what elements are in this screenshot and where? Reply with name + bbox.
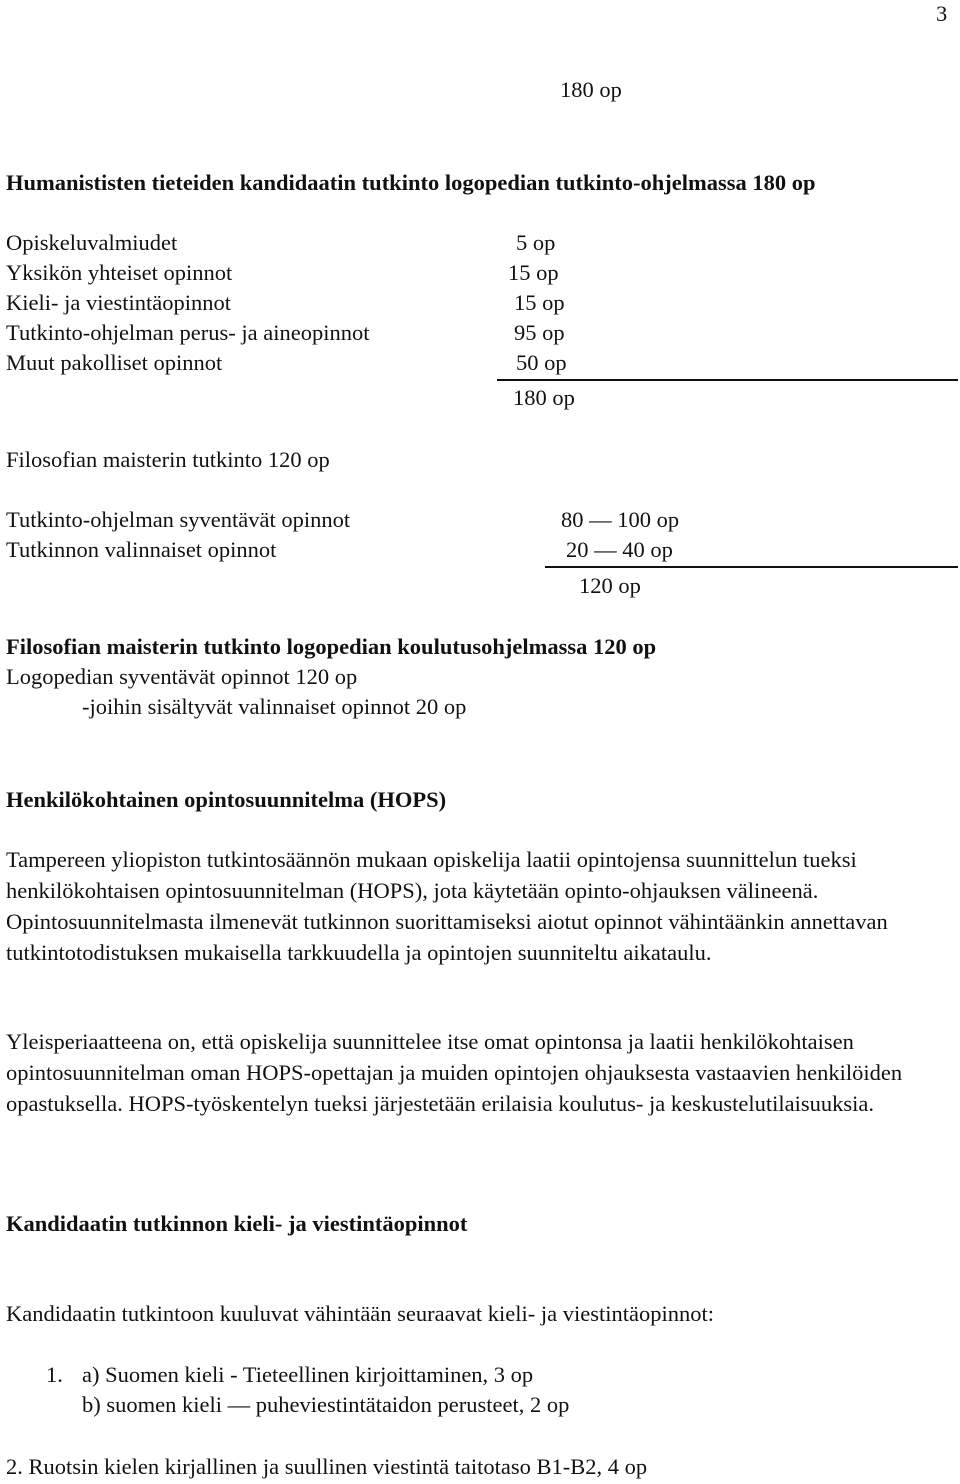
kandidaatti-row-value: 15 op: [514, 290, 565, 315]
logopedia-heading: Filosofian maisterin tutkinto logopedian koulutusohjelmassa 120 op: [6, 634, 657, 659]
maisteri-heading: Filosofian maisterin tutkinto 120 op: [6, 447, 330, 472]
kandidaatti-row-label: Yksikön yhteiset opinnot: [6, 260, 233, 285]
hops-paragraph-1: [6, 844, 936, 968]
sum-rule: [545, 566, 958, 568]
hops-paragraph-2-text: Yleisperiaatteena on, että opiskelija suunnittelee itse omat opintonsa ja laatii henkilökohtaisen opintosuunnitelman oman HOPS-opettajan ja muiden opintojen ohjauksesta vastaavien henkilöiden opastuksella. HOPS-työskentelyn tueksi järjestetään erilaisia koulutus- ja keskustelutilaisuuksia.: [6, 1029, 903, 1116]
kandidaatti-row-value: 5 op: [516, 230, 556, 255]
kandidaatti-row-label: Kieli- ja viestintäopinnot: [6, 290, 231, 315]
list-number: 1.: [46, 1362, 63, 1387]
top-total: 180 op: [560, 77, 622, 102]
kieli-intro: Kandidaatin tutkintoon kuuluvat vähintään seuraavat kieli- ja viestintäopinnot:: [6, 1301, 714, 1326]
hops-paragraph-2: [6, 1026, 936, 1119]
maisteri-row-label: Tutkinnon valinnaiset opinnot: [6, 537, 277, 562]
maisteri-row-value: 80 — 100 op: [561, 507, 680, 532]
list-item: 2. Ruotsin kielen kirjallinen ja suullinen viestintä taitotaso B1-B2, 4 op: [6, 1454, 648, 1479]
list-item: a) Suomen kieli - Tieteellinen kirjoittaminen, 3 op: [82, 1362, 534, 1387]
logopedia-line: Logopedian syventävät opinnot 120 op: [6, 664, 358, 689]
list-item: b) suomen kieli — puheviestintätaidon perusteet, 2 op: [82, 1392, 570, 1417]
kandidaatti-row-value: 95 op: [514, 320, 565, 345]
maisteri-total: 120 op: [579, 573, 641, 598]
kandidaatti-heading: Humanististen tieteiden kandidaatin tutkinto logopedian tutkinto-ohjelmassa 180 op: [6, 170, 816, 195]
hops-heading: Henkilökohtainen opintosuunnitelma (HOPS): [6, 787, 447, 812]
kandidaatti-total: 180 op: [513, 385, 575, 410]
kandidaatti-row-value: 15 op: [508, 260, 559, 285]
kieli-heading: Kandidaatin tutkinnon kieli- ja viestintäopinnot: [6, 1211, 468, 1236]
page-number: 3: [936, 1, 948, 26]
kandidaatti-row-label: Tutkinto-ohjelman perus- ja aineopinnot: [6, 320, 370, 345]
kandidaatti-row-label: Opiskeluvalmiudet: [6, 230, 178, 255]
kandidaatti-row-label: Muut pakolliset opinnot: [6, 350, 223, 375]
maisteri-row-label: Tutkinto-ohjelman syventävät opinnot: [6, 507, 351, 532]
logopedia-subline: -joihin sisältyvät valinnaiset opinnot 20 op: [82, 694, 467, 719]
sum-rule: [497, 379, 958, 381]
kandidaatti-row-value: 50 op: [516, 350, 567, 375]
hops-paragraph-1-text: Tampereen yliopiston tutkintosäännön mukaan opiskelija laatii opintojensa suunnittelun tueksi henkilökohtaisen opintosuunnitelman (HOPS), jota käytetään opinto-ohjauksen välineenä. Opintosuunnitelmasta ilmenevät tutkinnon suorittamiseksi aiotut opinnot vähintäänkin annettavan tutkintotodistuksen mukaisella tarkkuudella ja opintojen suunniteltu aikataulu.: [6, 847, 888, 965]
maisteri-row-value: 20 — 40 op: [566, 537, 673, 562]
